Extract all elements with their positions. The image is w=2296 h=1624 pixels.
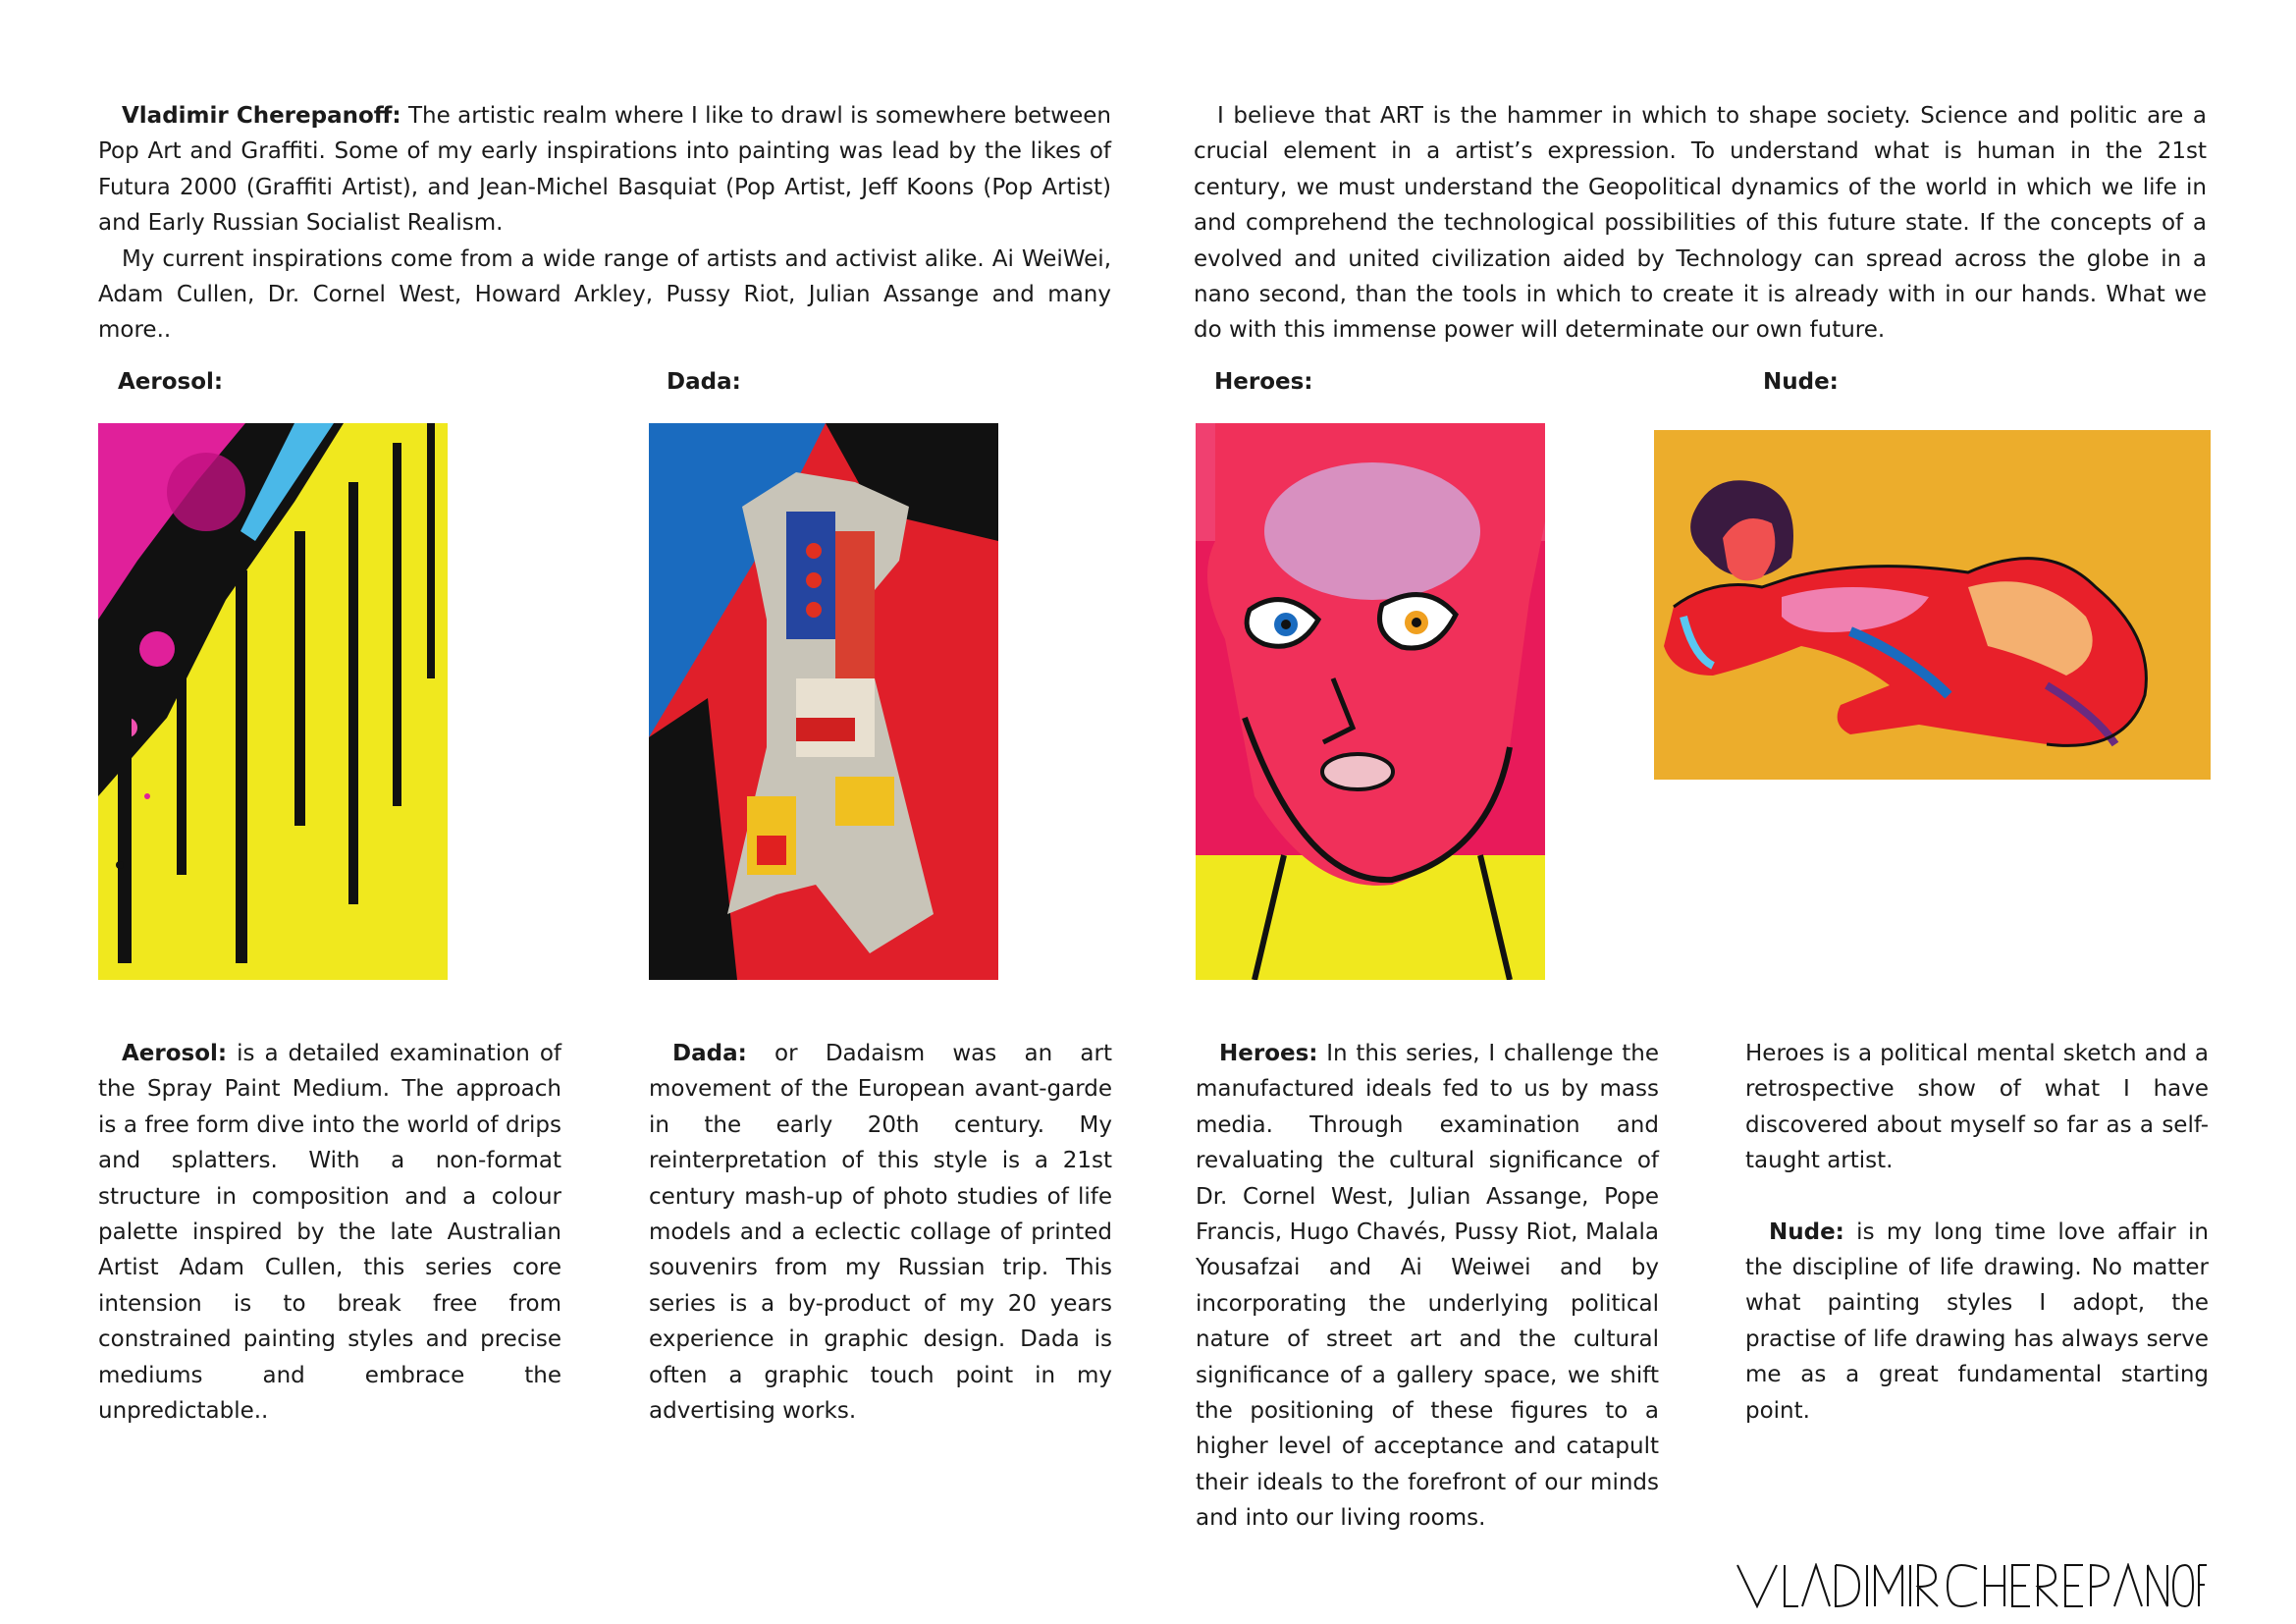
term-aerosol: Aerosol: xyxy=(122,1041,228,1066)
intro-right xyxy=(1194,98,2207,349)
intro-right-p1: I believe that ART is the hammer in which to shape society. Science and politic are a crucial element in a artist’s expression. To understand what is human in the 21st century, we must understand the Geopolitical dynamics of the world in which we life in and comprehend the technological possibilities of this future state. If the concepts of a evolved and united civilization aided by Technology can spread across the globe in a nano second, than the tools in which to create it is already with in our hands. What we do with this immense power will determinate our own future. xyxy=(1194,103,2207,344)
artwork-aerosol xyxy=(98,423,448,980)
desc-heroes-nude: Heroes is a political mental sketch and a retrospective show of what I have discovered about myself so far as a self-taught artist. Nude: is my long time love affair in the discipline of life drawing. No matter what painting styles I adopt, the practise of life drawing has always serve me as a great fundamental starting point. xyxy=(1745,1036,2209,1429)
signature-logo xyxy=(1735,1563,2207,1608)
term-heroes: Heroes: xyxy=(1219,1041,1318,1066)
artwork-heroes xyxy=(1196,423,1545,980)
term-dada: Dada: xyxy=(672,1041,747,1066)
heroes-continued: Heroes is a political mental sketch and a retrospective show of what I have discovered about myself so far as a self-taught artist. xyxy=(1745,1041,2209,1174)
intro-left-p2: My current inspirations come from a wide range of artists and activist alike. Ai WeiWei, Adam Cullen, Dr. Cornel West, Howard Arkley, Pussy Riot, Julian Assange and many more.. xyxy=(98,245,1111,344)
heading-dada: Dada: xyxy=(667,369,741,395)
intro-left-p1: Vladimir Cherepanoff: The artistic realm where I like to drawl is somewhere between Pop Art and Graffiti. Some of my early inspirations into painting was lead by the likes of Futura 2000 (Graffiti Artist), and Jean-Michel Basquiat (Pop Artist, Jeff Koons (Pop Artist) and Early Russian Socialist Realism. xyxy=(98,103,1111,237)
heading-nude: Nude: xyxy=(1763,369,1839,395)
desc-aerosol: Aerosol: is a detailed examination of the Spray Paint Medium. The approach is a free form dive into the world of drips and splatters. With a non-format structure in composition and a colour palette inspired by the late Australian Artist Adam Cullen, this series core intension is to break free from constrained painting styles and precise mediums and embrace the unpredictable.. xyxy=(98,1041,561,1425)
artwork-nude xyxy=(1654,430,2211,780)
term-nude: Nude: xyxy=(1769,1218,1844,1245)
heading-aerosol: Aerosol: xyxy=(118,369,224,395)
artwork-dada xyxy=(649,423,998,980)
desc-heroes: Heroes: In this series, I challenge the manufactured ideals fed to us by mass media. Through examination and revaluating the cultural significance of Dr. Cornel West, Julian Assange, Pope Francis, Hugo Chavés, Pussy Riot, Malala Yousafzai and Ai Weiwei and by incorporating the underlying political nature of street art and the cultural significance of a gallery space, we shift the positioning of these figures to a higher level of acceptance and catapult their ideals to the forefront of our minds and into our living rooms. xyxy=(1196,1041,1659,1532)
heading-heroes: Heroes: xyxy=(1214,369,1313,395)
desc-dada: Dada: or Dadaism was an art movement of the European avant-garde in the early 20th century. My reinterpretation of this style is a 21st century mash-up of photo studies of life models and a eclectic collage of printed souvenirs from my Russian trip. This series is a by-product of my 20 years experience in graphic design. Dada is often a graphic touch point in my advertising works. xyxy=(649,1041,1112,1425)
author-name: Vladimir Cherepanoff: xyxy=(122,103,401,129)
intro-left xyxy=(98,98,1111,349)
